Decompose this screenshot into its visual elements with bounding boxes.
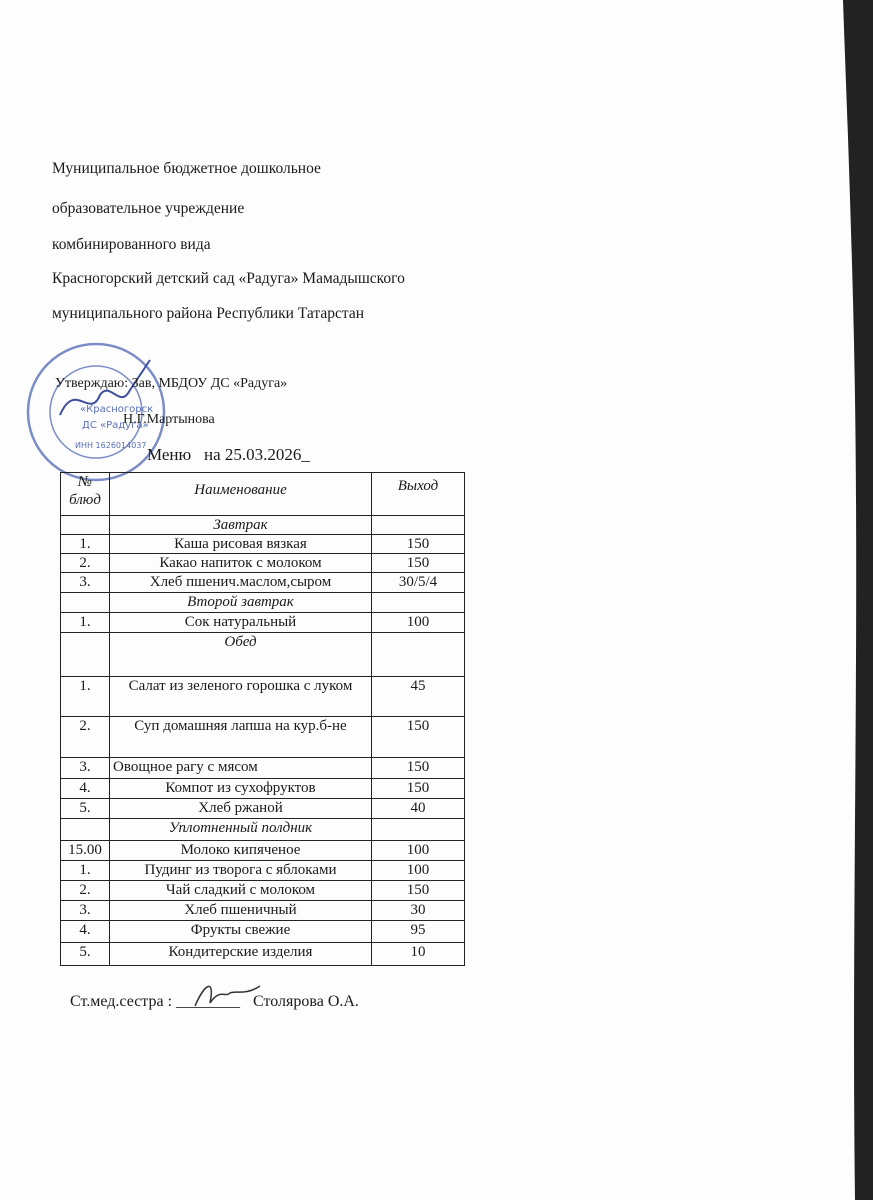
dish-number: 15.00	[61, 841, 110, 861]
org-line-4: Красногорский детский сад «Радуга» Мамадышского	[52, 270, 405, 287]
header-num: № блюд	[61, 473, 110, 516]
dish-yield: 100	[372, 861, 465, 881]
signer-role: Ст.мед.сестра : ________	[70, 993, 241, 1010]
svg-text:ИНН 1626014037: ИНН 1626014037	[75, 441, 147, 450]
dish-number: 3.	[61, 573, 110, 593]
dish-number: 1.	[61, 535, 110, 554]
dish-name: Хлеб пшенич.маслом,сыром	[110, 573, 372, 593]
header-yield: Выход	[372, 473, 465, 516]
table-row	[61, 901, 465, 921]
dish-name: Суп домашняя лапша на кур.б-не	[110, 717, 372, 758]
header-name: Наименование	[110, 473, 372, 516]
dish-number: 3.	[61, 758, 110, 779]
yield-cell	[372, 819, 465, 841]
scan-edge-shadow	[823, 0, 873, 1200]
dish-yield: 100	[372, 841, 465, 861]
dish-yield: 100	[372, 613, 465, 633]
table-row	[61, 677, 465, 717]
table-row	[61, 573, 465, 593]
dish-yield: 150	[372, 717, 465, 758]
table-row	[61, 881, 465, 901]
dish-number: 5.	[61, 799, 110, 819]
dish-number: 3.	[61, 901, 110, 921]
section-title: Уплотненный полдник	[110, 819, 372, 841]
yield-cell	[372, 633, 465, 677]
table-row	[61, 779, 465, 799]
menu-title: Меню на 25.03.2026_	[147, 445, 310, 464]
dish-number: 1.	[61, 861, 110, 881]
dish-yield: 150	[372, 535, 465, 554]
svg-text:«Красногорск: «Красногорск	[80, 404, 154, 415]
section-row	[61, 516, 465, 535]
dish-number: 4.	[61, 921, 110, 943]
dish-name: Молоко кипяченое	[110, 841, 372, 861]
dish-name: Чай сладкий с молоком	[110, 881, 372, 901]
num-cell	[61, 516, 110, 535]
dish-yield: 30	[372, 901, 465, 921]
dish-yield: 150	[372, 779, 465, 799]
table-row	[61, 717, 465, 758]
dish-yield: 40	[372, 799, 465, 819]
dish-yield: 10	[372, 943, 465, 966]
table-row	[61, 921, 465, 943]
svg-text:ДС «Радуга»: ДС «Радуга»	[82, 420, 149, 431]
dish-number: 2.	[61, 881, 110, 901]
dish-number: 1.	[61, 677, 110, 717]
approver-name: Н.Г.Мартынова	[123, 412, 215, 427]
dish-number: 5.	[61, 943, 110, 966]
dish-yield: 95	[372, 921, 465, 943]
org-line-2: образовательное учреждение	[52, 200, 245, 217]
num-cell	[61, 633, 110, 677]
table-row	[61, 535, 465, 554]
org-line-3: комбинированного вида	[52, 236, 211, 253]
dish-name: Сок натуральный	[110, 613, 372, 633]
yield-cell	[372, 516, 465, 535]
org-line-5: муниципального района Республики Татарстан	[52, 305, 365, 322]
section-row	[61, 819, 465, 841]
dish-name: Салат из зеленого горошка с луком	[110, 677, 372, 717]
dish-name: Кондитерские изделия	[110, 943, 372, 966]
dish-name: Пудинг из творога с яблоками	[110, 861, 372, 881]
dish-yield: 30/5/4	[372, 573, 465, 593]
section-title: Завтрак	[110, 516, 372, 535]
dish-name: Хлеб ржаной	[110, 799, 372, 819]
dish-number: 2.	[61, 717, 110, 758]
dish-yield: 45	[372, 677, 465, 717]
yield-cell	[372, 593, 465, 613]
section-row	[61, 593, 465, 613]
num-cell	[61, 593, 110, 613]
dish-name: Овощное рагу с мясом	[110, 758, 372, 779]
menu-table	[60, 472, 465, 966]
dish-number: 2.	[61, 554, 110, 573]
section-title: Второй завтрак	[110, 593, 372, 613]
table-row	[61, 758, 465, 779]
dish-name: Компот из сухофруктов	[110, 779, 372, 799]
dish-yield: 150	[372, 881, 465, 901]
section-title: Обед	[110, 633, 372, 677]
dish-number: 4.	[61, 779, 110, 799]
dish-name: Какао напиток с молоком	[110, 554, 372, 573]
dish-yield: 150	[372, 554, 465, 573]
table-row	[61, 613, 465, 633]
dish-yield: 150	[372, 758, 465, 779]
dish-name: Фрукты свежие	[110, 921, 372, 943]
dish-name: Каша рисовая вязкая	[110, 535, 372, 554]
section-row	[61, 633, 465, 677]
table-row	[61, 554, 465, 573]
table-row	[61, 943, 465, 966]
num-cell	[61, 819, 110, 841]
table-row	[61, 861, 465, 881]
org-line-1: Муниципальное бюджетное дошкольное	[52, 160, 321, 177]
dish-number: 1.	[61, 613, 110, 633]
dish-name: Хлеб пшеничный	[110, 901, 372, 921]
table-row	[61, 841, 465, 861]
table-row	[61, 799, 465, 819]
signer-name: Столярова О.А.	[253, 993, 359, 1010]
approval-line: Утверждаю: Зав, МБДОУ ДС «Радуга»	[55, 376, 288, 391]
